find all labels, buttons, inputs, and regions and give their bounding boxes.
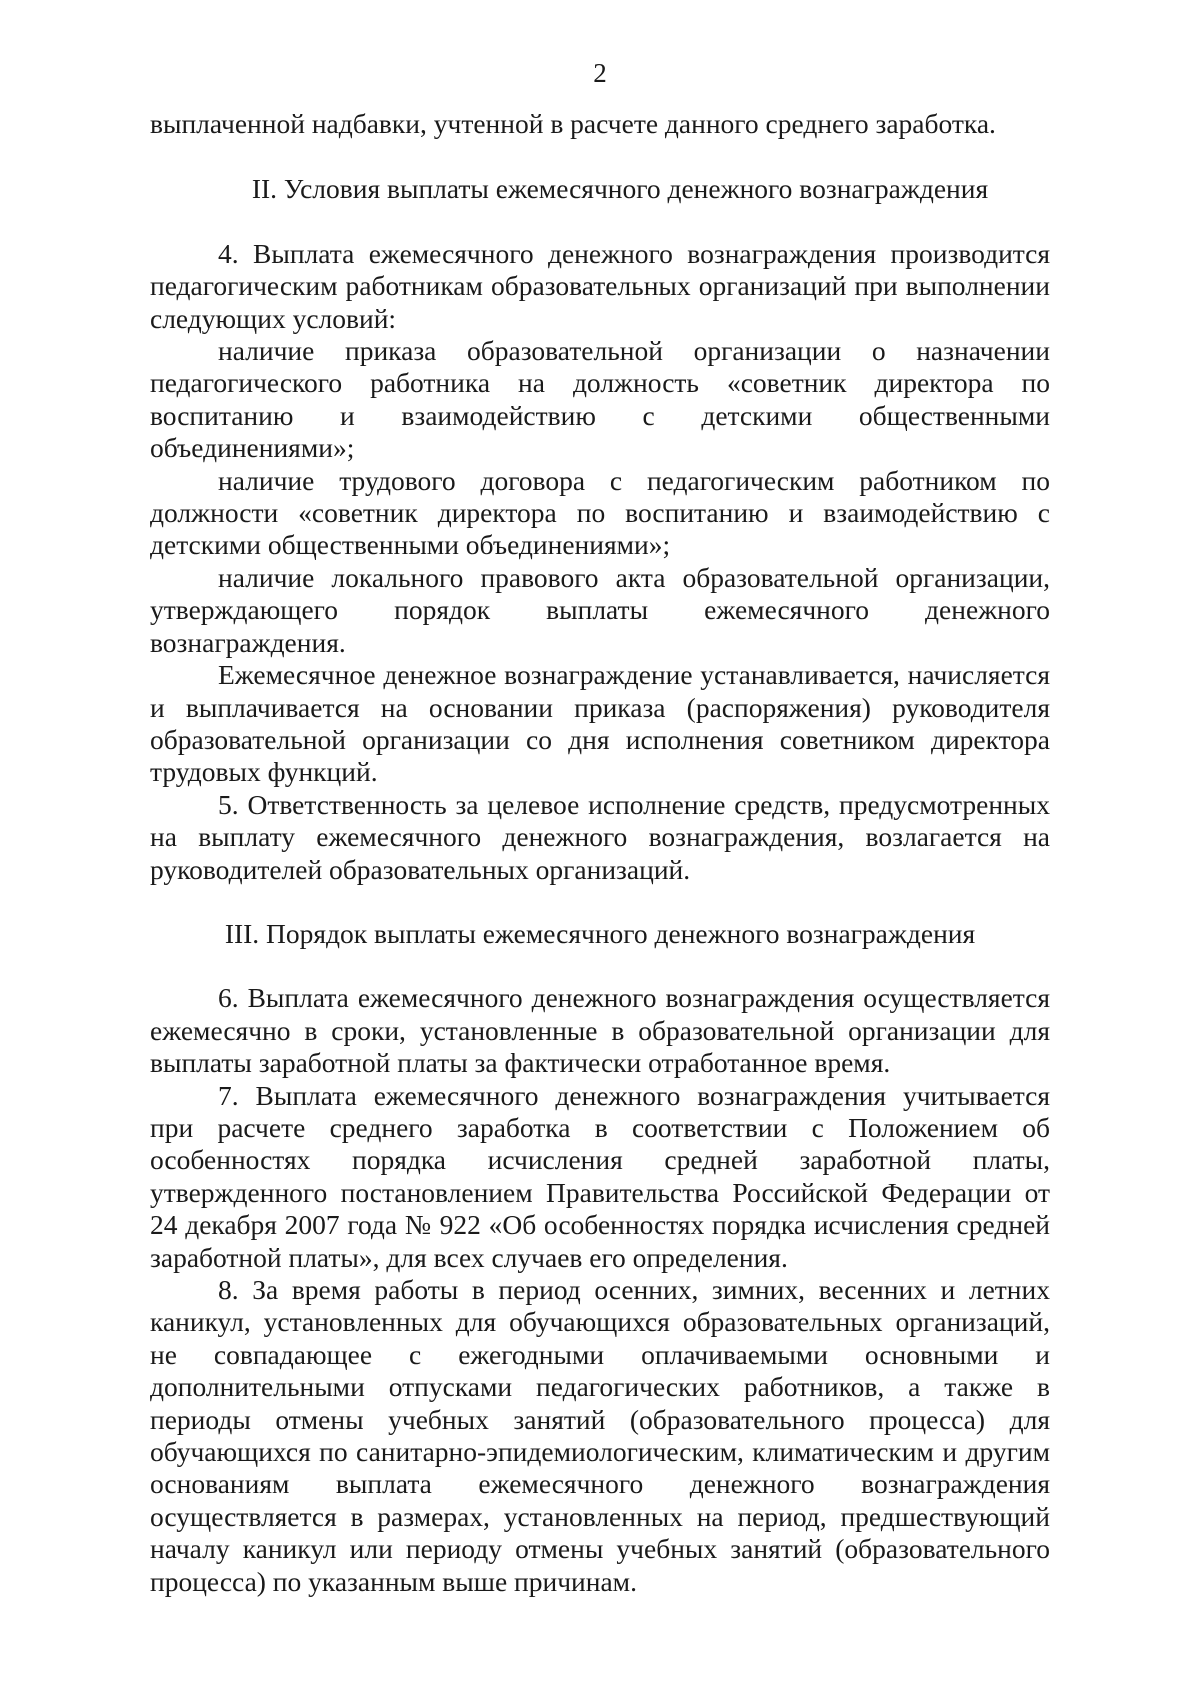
section-3-heading: III. Порядок выплаты ежемесячного денежного вознаграждения bbox=[224, 917, 976, 949]
page-number: 2 bbox=[593, 58, 607, 88]
section-2-heading: II. Условия выплаты ежемесячного денежного вознаграждения bbox=[251, 173, 989, 205]
document-body bbox=[150, 58, 1050, 1598]
condition-local-act: наличие локального правового акта образовательной организации, утверждающего порядок выплаты ежемесячного денежного вознаграждения. bbox=[150, 561, 1050, 658]
paragraph-4-payment-basis: Ежемесячное денежное вознаграждение устанавливается, начисляется и выплачивается на основании приказа (распоряжения) руководителя образовательной организации со дня исполнения советником директора трудовых функций. bbox=[150, 659, 1050, 788]
paragraph-8: 8. За время работы в период осенних, зимних, весенних и летних каникул, установленных для обучающихся образовательных организаций, не совпадающее с ежегодными оплачиваемыми основными и дополнительными отпусками педагогических работников, а также в периоды отмены учебных занятий (образовательного процесса) для обучающихся по санитарно-эпидемиологическим, климатическим и другим основаниям выплата ежемесячного денежного вознаграждения осуществляется в размерах, установленных на период, предшествующий началу каникул или периоду отмены учебных занятий (образовательного процесса) по указанным выше причинам. bbox=[150, 1274, 1050, 1597]
paragraph-5: 5. Ответственность за целевое исполнение средств, предусмотренных на выплату ежемесячного денежного вознаграждения, возлагается на руководителей образовательных организаций. bbox=[150, 788, 1050, 885]
condition-contract: наличие трудового договора с педагогическим работником по должности «советник директора по воспитанию и взаимодействию с детскими общественными объединениями»; bbox=[150, 464, 1050, 561]
paragraph-7: 7. Выплата ежемесячного денежного вознаграждения учитывается при расчете среднего заработка в соответствии с Положением об особенностях порядка исчисления средней заработной платы, утвержденного постановлением Правительства Российской Федерации от 24 декабря 2007 года № 922 «Об особенностях порядка исчисления средней заработной платы», для всех случаев его определения. bbox=[150, 1079, 1050, 1273]
paragraph-4: 4. Выплата ежемесячного денежного вознаграждения производится педагогическим работникам образовательных организаций при выполнении следующих условий: bbox=[150, 237, 1050, 334]
condition-order: наличие приказа образовательной организации о назначении педагогического работника на должность «советник директора по воспитанию и взаимодействию с детскими общественными объединениями»; bbox=[150, 335, 1050, 464]
paragraph-6: 6. Выплата ежемесячного денежного вознаграждения осуществляется ежемесячно в сроки, установленные в образовательной организации для выплаты заработной платы за фактически отработанное время. bbox=[150, 982, 1050, 1079]
opening-line: выплаченной надбавки, учтенной в расчете данного среднего заработка. bbox=[150, 108, 996, 139]
